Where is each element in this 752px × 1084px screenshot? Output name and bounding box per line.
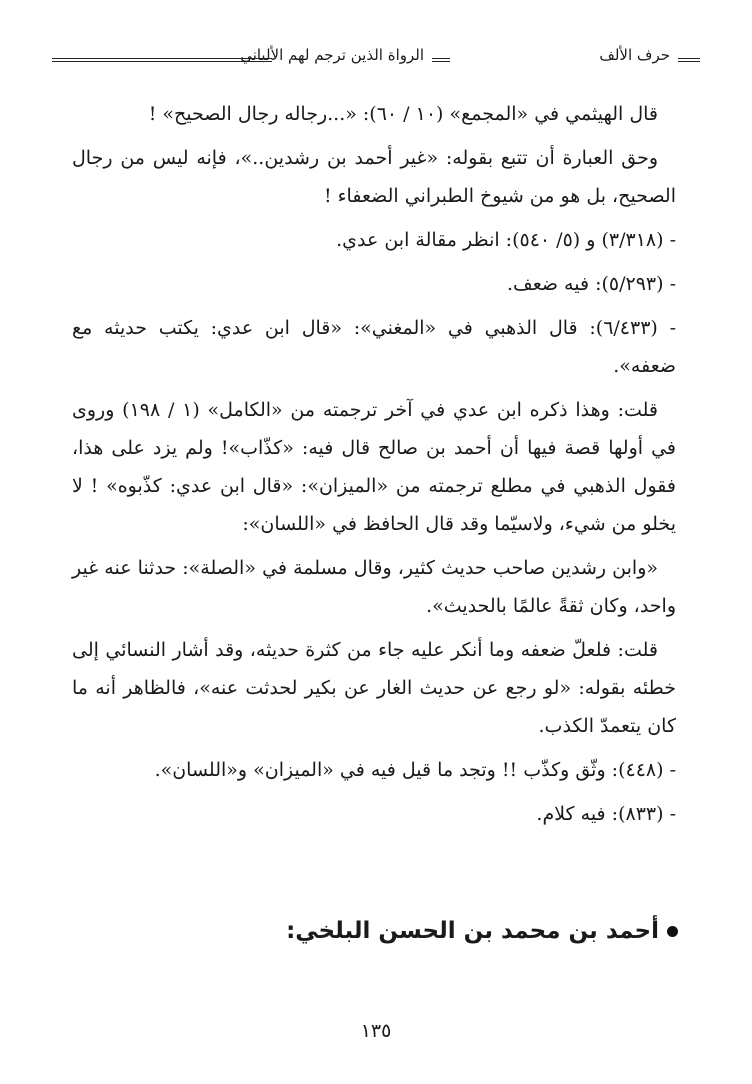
reference-item: - (٦/٤٣٣): قال الذهبي في «المغني»: «قال ابن عدي: يكتب حديثه مع ضعفه». — [72, 317, 676, 377]
running-header — [52, 42, 700, 72]
entry-heading — [286, 918, 678, 944]
reference-item: - (٤٤٨): وثّق وكذّب !! وتجد ما قيل فيه في «الميزان» و«اللسان». — [154, 759, 676, 781]
page-body — [72, 95, 676, 839]
reference-item: - (٥/٢٩٣): فيه ضعف. — [506, 273, 676, 295]
header-rule — [432, 58, 450, 62]
entry-heading-text: أحمد بن محمد بن الحسن البلخي: — [286, 918, 659, 944]
header-book-title: الرواة الذين ترجم لهم الألباني — [240, 46, 424, 64]
header-rule — [678, 58, 700, 62]
reference-item: - (٣/٣١٨) و (٥/ ٥٤٠): انظر مقالة ابن عدي. — [336, 229, 676, 251]
header-section-name: حرف الألف — [599, 46, 670, 64]
paragraph: وحق العبارة أن تتبع بقوله: «غير أحمد بن رشدين..»، فإنه ليس من رجال الصحيح، بل هو من شيوخ الطبراني الضعفاء ! — [72, 147, 676, 207]
page-number: ١٣٥ — [360, 1020, 392, 1042]
paragraph: قلت: وهذا ذكره ابن عدي في آخر ترجمته من «الكامل» (١ / ١٩٨) وروى في أولها قصة فيها أن أحمد بن صالح قال فيه: «كذّاب»! ولم يزد على هذا، فقول الذهبي في مطلع ترجمته من «الميزان»: «قال ابن عدي: كذّبوه» ! لا يخلو من شيء، ولاسيّما وقد قال الحافظ في «اللسان»: — [72, 399, 676, 535]
paragraph: قلت: فلعلّ ضعفه وما أنكر عليه جاء من كثرة حديثه، وقد أشار النسائي إلى خطئه بقوله: «لو رجع عن حديث الغار عن بكير لحدثت عنه»، فالظاهر أنه ما كان يتعمدّ الكذب. — [72, 639, 676, 737]
paragraph: قال الهيثمي في «المجمع» (١٠ / ٦٠): «...رجاله رجال الصحيح» ! — [148, 103, 658, 125]
header-rule — [52, 58, 272, 62]
reference-item: - (٨٣٣): فيه كلام. — [536, 803, 676, 825]
bullet-icon — [667, 926, 678, 937]
quote-paragraph: «وابن رشدين صاحب حديث كثير، وقال مسلمة في «الصلة»: حدثنا عنه غير واحد، وكان ثقةً عالمًا بالحديث». — [72, 557, 676, 617]
